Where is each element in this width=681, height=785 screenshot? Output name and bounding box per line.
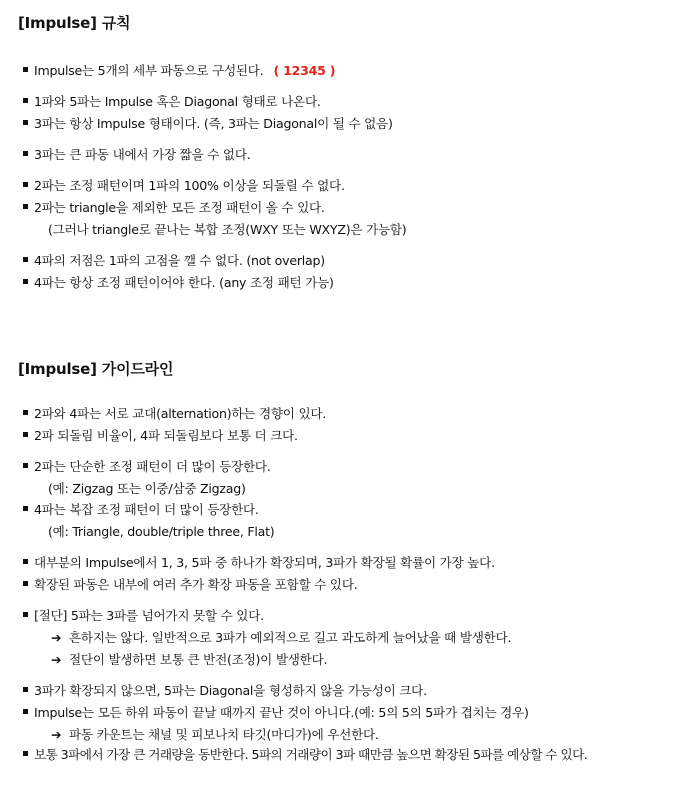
rule-item	[23, 146, 251, 164]
bullet-icon	[23, 279, 28, 284]
guide-arrow-note	[51, 651, 327, 669]
rule-item	[23, 93, 321, 111]
wave-count-highlight: ( 12345 )	[273, 63, 336, 78]
guide-text: 확장된 파동은 내부에 여러 추가 확장 파동을 포함할 수 있다.	[34, 577, 358, 592]
bullet-icon	[23, 120, 28, 125]
rule-item	[23, 62, 335, 80]
guide-text: 2파는 단순한 조정 패턴이 더 많이 등장한다.	[34, 459, 271, 474]
guide-text: Impulse는 모든 하위 파동이 끝날 때까지 끝난 것이 아니다.(예: 5의 5의 5파가 겹치는 경우)	[34, 705, 529, 720]
guide-text: 2파 되돌림 비율이, 4파 되돌림보다 보통 더 크다.	[34, 428, 298, 443]
guide-subnote: (예: Zigzag 또는 이중/삼중 Zigzag)	[48, 481, 246, 496]
guide-text: 대부분의 Impulse에서 1, 3, 5파 중 하나가 확장되며, 3파가 확장될 확률이 가장 높다.	[34, 555, 495, 570]
guide-item	[23, 405, 326, 423]
arrow-note-text: 절단이 발생하면 보통 큰 반전(조정)이 발생한다.	[69, 652, 328, 667]
rule-item	[23, 115, 393, 133]
bullet-icon	[23, 151, 28, 156]
bullet-icon	[23, 257, 28, 262]
guide-item	[23, 501, 259, 519]
guide-item	[23, 427, 298, 445]
rule-text: Impulse는 5개의 세부 파동으로 구성된다.	[34, 63, 264, 78]
guide-item	[23, 576, 358, 594]
bullet-icon	[23, 581, 28, 586]
guide-text: 4파는 복잡 조정 패턴이 더 많이 등장한다.	[34, 502, 259, 517]
rule-text: 4파의 저점은 1파의 고점을 깰 수 없다. (not overlap)	[34, 253, 325, 268]
rule-text: 3파는 항상 Impulse 형태이다. (즉, 3파는 Diagonal이 될 수 없음)	[34, 116, 393, 131]
bullet-icon	[23, 432, 28, 437]
bullet-icon	[23, 751, 28, 756]
guide-text: [절단] 5파는 3파를 넘어가지 못할 수 있다.	[34, 608, 264, 623]
rule-item	[23, 274, 334, 292]
guide-item	[23, 607, 264, 625]
guide-item	[23, 458, 271, 476]
bullet-icon	[23, 612, 28, 617]
bullet-icon	[23, 687, 28, 692]
guide-heading: [Impulse] 가이드라인	[18, 360, 174, 378]
guide-arrow-note	[51, 726, 379, 744]
guide-arrow-note	[51, 629, 511, 647]
bullet-icon	[23, 463, 28, 468]
guide-item	[23, 746, 587, 764]
rule-text: 2파는 triangle을 제외한 모든 조정 패턴이 올 수 있다.	[34, 200, 325, 215]
arrow-note-text: 파동 카운트는 채널 및 피보나치 타깃(마디가)에 우선한다.	[69, 727, 379, 742]
bullet-icon	[23, 67, 28, 72]
rule-item	[23, 199, 325, 217]
rule-text: 1파와 5파는 Impulse 혹은 Diagonal 형태로 나온다.	[34, 94, 321, 109]
rule-item	[23, 177, 345, 195]
rule-item	[23, 252, 325, 270]
bullet-icon	[23, 506, 28, 511]
guide-text: 3파가 확장되지 않으면, 5파는 Diagonal을 형성하지 않을 가능성이 크다.	[34, 683, 427, 698]
guide-text: 보통 3파에서 가장 큰 거래량을 동반한다. 5파의 거래량이 3파 때만큼 높으면 확장된 5파를 예상할 수 있다.	[34, 747, 588, 762]
bullet-icon	[23, 98, 28, 103]
guide-item	[23, 682, 427, 700]
guide-text: 2파와 4파는 서로 교대(alternation)하는 경향이 있다.	[34, 406, 327, 421]
rule-subnote: (그러나 triangle로 끝나는 복합 조정(WXY 또는 WXYZ)은 가능함)	[48, 222, 407, 237]
rule-text: 2파는 조정 패턴이며 1파의 100% 이상을 되돌릴 수 없다.	[34, 178, 345, 193]
rule-text: 3파는 큰 파동 내에서 가장 짧을 수 없다.	[34, 147, 251, 162]
bullet-icon	[23, 410, 28, 415]
guide-subnote: (예: Triangle, double/triple three, Flat)	[48, 524, 275, 539]
bullet-icon	[23, 204, 28, 209]
bullet-icon	[23, 709, 28, 714]
bullet-icon	[23, 559, 28, 564]
arrow-right-icon: ➔	[51, 630, 62, 645]
rules-heading: [Impulse] 규칙	[18, 14, 131, 32]
arrow-right-icon: ➔	[51, 727, 62, 742]
arrow-note-text: 흔하지는 않다. 일반적으로 3파가 예외적으로 길고 과도하게 늘어났을 때 발생한다.	[69, 630, 512, 645]
rule-text: 4파는 항상 조정 패턴이어야 한다. (any 조정 패턴 가능)	[34, 275, 334, 290]
arrow-right-icon: ➔	[51, 652, 62, 667]
bullet-icon	[23, 182, 28, 187]
guide-item	[23, 704, 529, 722]
guide-item	[23, 554, 495, 572]
